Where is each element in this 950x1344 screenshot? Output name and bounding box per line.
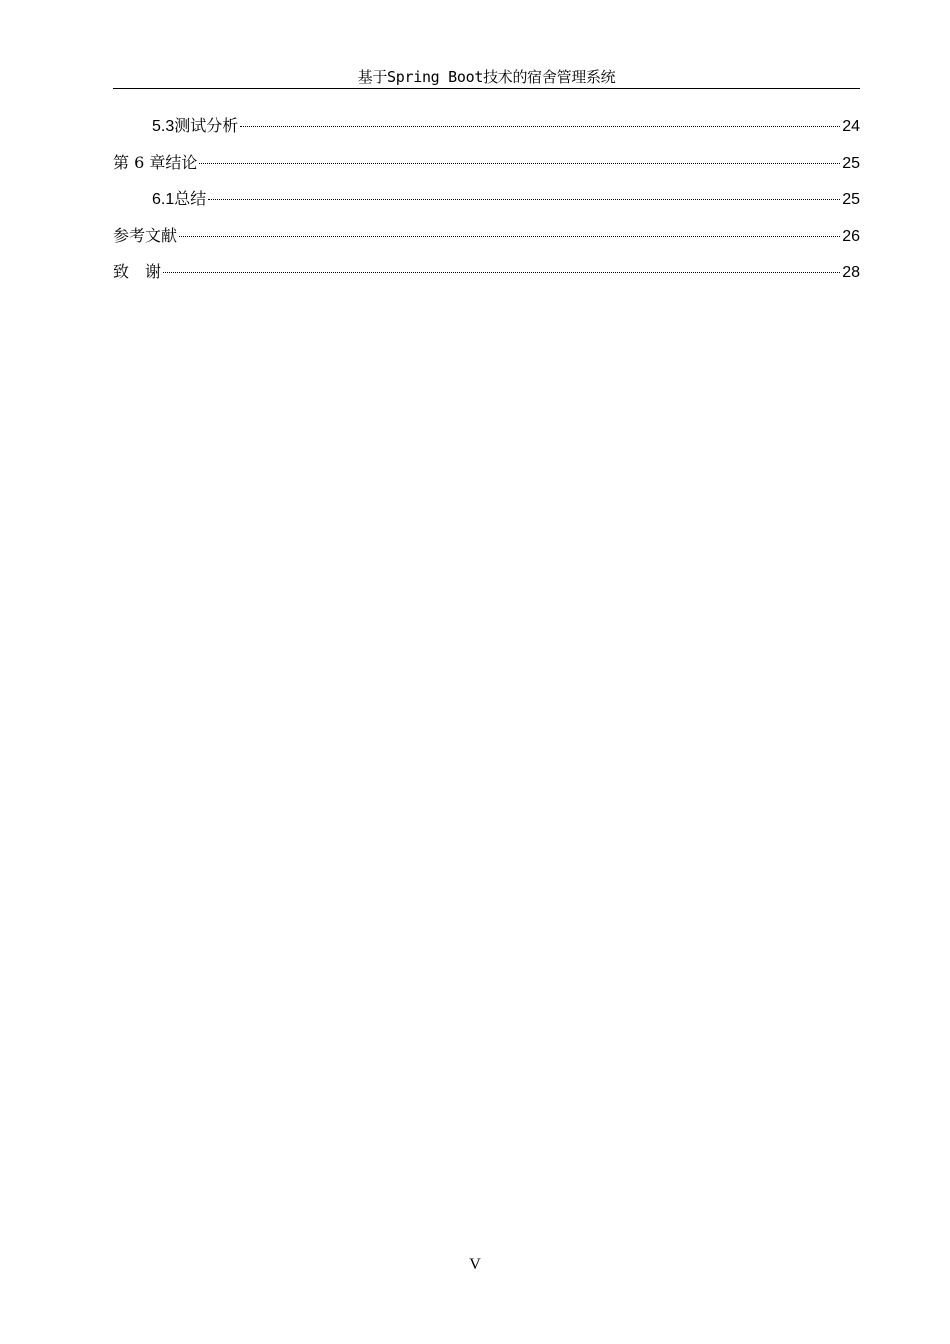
- toc-entry-page: 25: [842, 154, 860, 172]
- toc-entry-number: 第 6 章: [113, 152, 166, 172]
- toc-dot-leader: [208, 199, 840, 200]
- toc-entry-6-1[interactable]: [113, 185, 860, 222]
- toc-entry-references[interactable]: [113, 222, 860, 259]
- toc-entry-page: 28: [842, 264, 860, 281]
- toc-entry-chapter-6[interactable]: [113, 149, 860, 186]
- header-rule: [113, 88, 860, 89]
- toc-dot-leader: [179, 236, 840, 237]
- toc-dot-leader: [199, 163, 840, 164]
- toc-entry-title: 结论: [165, 152, 198, 172]
- toc-dot-leader: [240, 126, 840, 127]
- table-of-contents: [113, 112, 860, 295]
- toc-entry-page: 26: [842, 227, 860, 245]
- toc-entry-5-3[interactable]: [113, 112, 860, 149]
- toc-entry-page: 24: [842, 118, 860, 135]
- running-header: 基于Spring Boot技术的宿舍管理系统: [357, 68, 616, 86]
- toc-dot-leader: [163, 272, 840, 273]
- toc-entry-page: 25: [842, 191, 860, 208]
- toc-entry-title: 总结: [174, 189, 207, 208]
- page-number: V: [469, 1256, 481, 1273]
- toc-entry-title: 参考文献: [113, 225, 178, 245]
- toc-entry-title: 致 谢: [113, 262, 162, 281]
- toc-entry-number: 5.3: [152, 118, 175, 135]
- toc-entry-title: 测试分析: [174, 116, 239, 135]
- toc-entry-acknowledgements[interactable]: [113, 258, 860, 295]
- toc-entry-number: 6.1: [152, 191, 175, 208]
